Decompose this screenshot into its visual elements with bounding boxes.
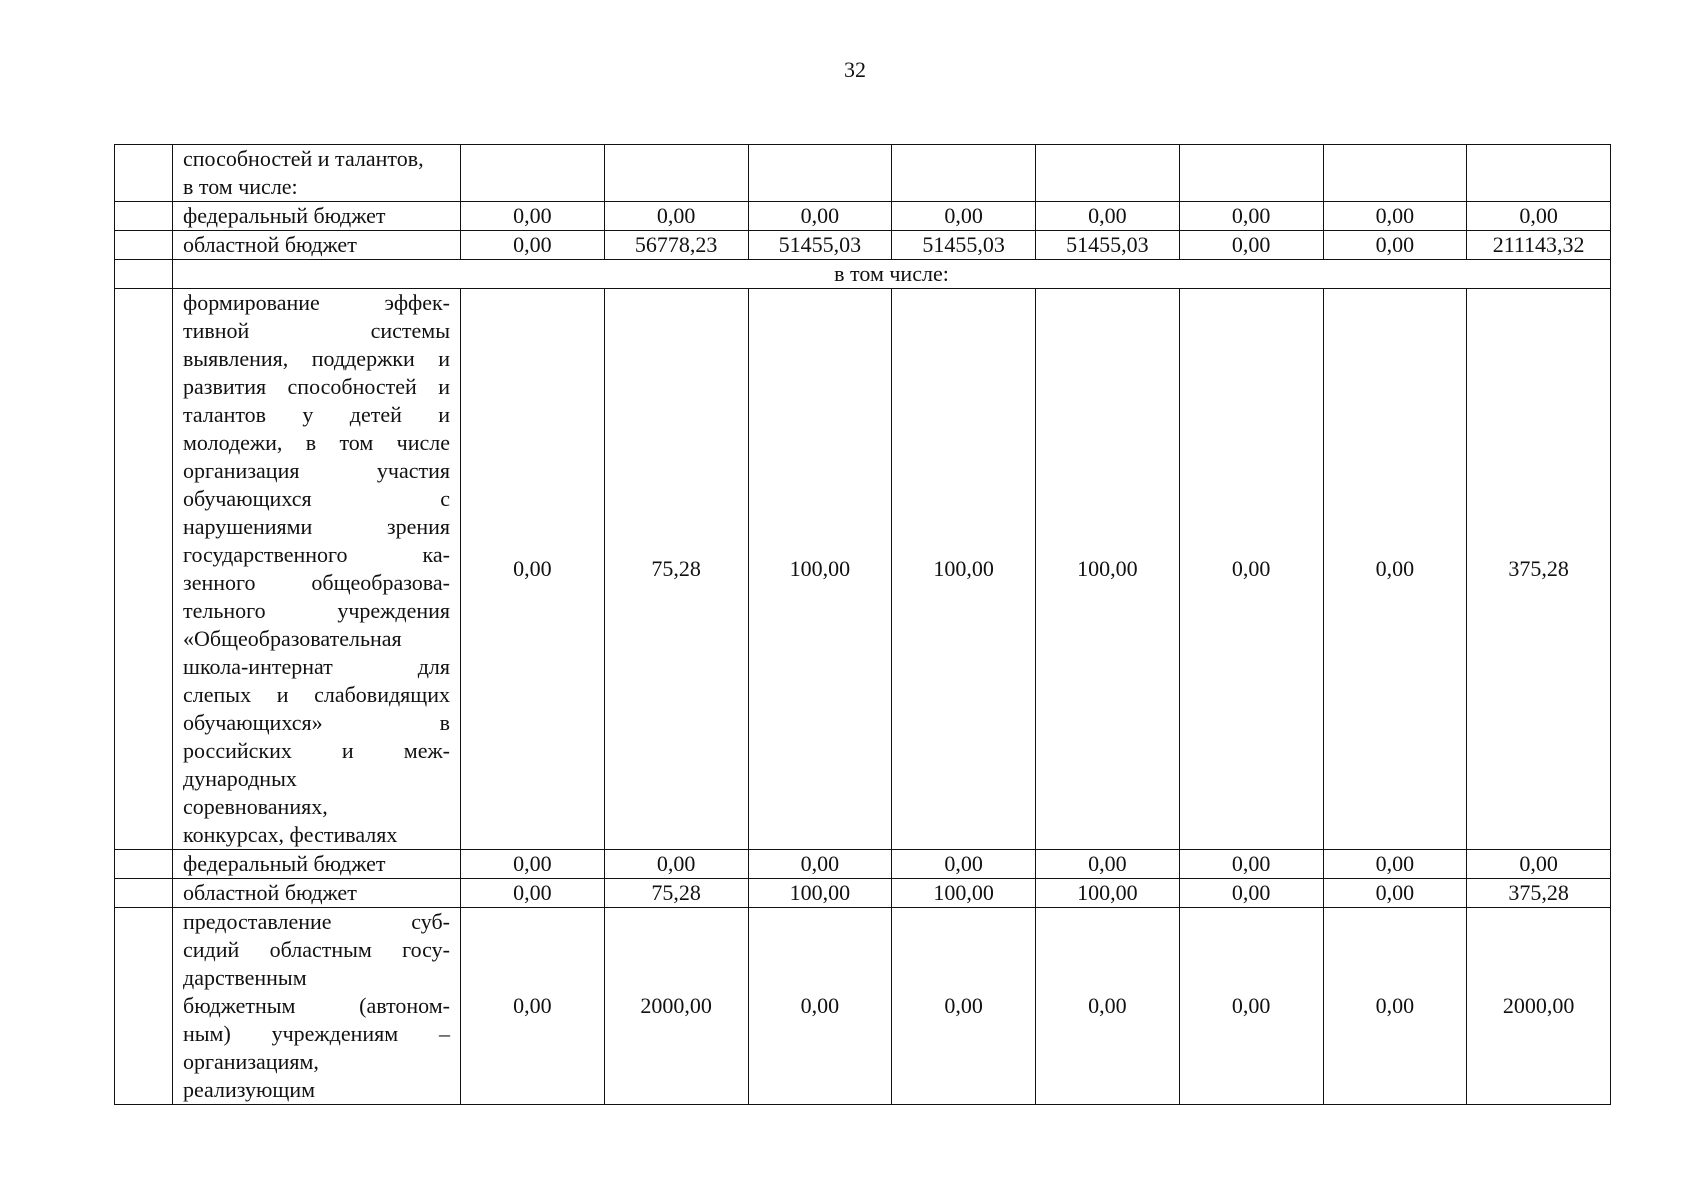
budget-table <box>114 144 1611 1105</box>
row-name-line: сидий областным госу- <box>183 937 450 962</box>
row-number-cell <box>115 908 173 1105</box>
value-cell: 0,00 <box>1036 850 1180 879</box>
table-row <box>115 202 1611 231</box>
value-cell: 0,00 <box>461 908 605 1105</box>
value-cell: 375,28 <box>1467 289 1611 850</box>
value-cell: 0,00 <box>1323 289 1467 850</box>
value-cell: 0,00 <box>461 879 605 908</box>
row-name-cell <box>173 289 461 850</box>
row-number-cell <box>115 879 173 908</box>
value-cell: 100,00 <box>748 879 892 908</box>
row-name-line: нарушениями зрения <box>183 514 450 539</box>
value-cell: 0,00 <box>1179 908 1323 1105</box>
value-cell: 100,00 <box>892 289 1036 850</box>
row-name-line: школа-интернат для <box>183 654 450 679</box>
row-name-cell: федеральный бюджет <box>173 850 461 879</box>
value-cell: 56778,23 <box>604 231 748 260</box>
value-cell: 100,00 <box>892 879 1036 908</box>
row-name-cell: федеральный бюджет <box>173 202 461 231</box>
row-name-line: дународных <box>183 766 297 791</box>
row-name-line: предоставление суб- <box>183 909 450 934</box>
row-name-line: ным) учреждениям – <box>183 1021 450 1046</box>
value-cell: 100,00 <box>1036 879 1180 908</box>
value-cell <box>604 145 748 202</box>
table-row <box>115 289 1611 850</box>
value-cell: 100,00 <box>748 289 892 850</box>
row-name-line: организация участия <box>183 458 450 483</box>
value-cell: 375,28 <box>1467 879 1611 908</box>
row-name-line: обучающихся с <box>183 486 450 511</box>
row-name-line: «Общеобразовательная <box>183 626 402 651</box>
table-subheader-row <box>115 260 1611 289</box>
value-cell: 0,00 <box>1036 202 1180 231</box>
value-cell: 0,00 <box>1179 231 1323 260</box>
row-number-cell <box>115 145 173 202</box>
value-cell: 0,00 <box>1323 879 1467 908</box>
row-name-cell <box>173 145 461 202</box>
row-name-line: государственного ка- <box>183 542 450 567</box>
row-name-line: зенного общеобразова- <box>183 570 450 595</box>
row-number-cell <box>115 260 173 289</box>
value-cell: 0,00 <box>1467 202 1611 231</box>
value-cell: 51455,03 <box>892 231 1036 260</box>
row-name-line: формирование эффек- <box>183 290 450 315</box>
page-number: 32 <box>844 57 866 82</box>
value-cell <box>461 145 605 202</box>
table-row <box>115 145 1611 202</box>
value-cell: 0,00 <box>461 289 605 850</box>
value-cell: 75,28 <box>604 289 748 850</box>
value-cell: 0,00 <box>748 850 892 879</box>
value-cell: 0,00 <box>1179 289 1323 850</box>
value-cell: 0,00 <box>1323 850 1467 879</box>
row-name-line: реализующим <box>183 1077 316 1102</box>
row-name-line: конкурсах, фестивалях <box>183 822 398 847</box>
value-cell: 100,00 <box>1036 289 1180 850</box>
value-cell: 0,00 <box>1179 879 1323 908</box>
value-cell: 0,00 <box>1179 850 1323 879</box>
row-name-cell: областной бюджет <box>173 879 461 908</box>
row-name-line: способностей и талантов, <box>183 146 424 171</box>
value-cell <box>892 145 1036 202</box>
row-name-line: российских и меж- <box>183 738 450 763</box>
value-cell <box>748 145 892 202</box>
value-cell: 0,00 <box>1036 908 1180 1105</box>
row-name-cell <box>173 908 461 1105</box>
row-name-line: талантов у детей и <box>183 402 450 427</box>
row-name-line: молодежи, в том числе <box>183 430 450 455</box>
value-cell: 0,00 <box>892 202 1036 231</box>
row-name-line: соревнованиях, <box>183 794 328 819</box>
row-number-cell <box>115 850 173 879</box>
row-name-line: дарственным <box>183 965 307 990</box>
value-cell: 0,00 <box>1323 908 1467 1105</box>
table-row <box>115 908 1611 1105</box>
value-cell: 0,00 <box>461 850 605 879</box>
value-cell: 0,00 <box>604 202 748 231</box>
value-cell <box>1036 145 1180 202</box>
value-cell: 0,00 <box>461 202 605 231</box>
row-number-cell <box>115 289 173 850</box>
value-cell: 75,28 <box>604 879 748 908</box>
value-cell: 0,00 <box>748 908 892 1105</box>
value-cell: 0,00 <box>1179 202 1323 231</box>
value-cell <box>1179 145 1323 202</box>
table-row <box>115 850 1611 879</box>
row-name-line: организациям, <box>183 1049 319 1074</box>
value-cell: 0,00 <box>604 850 748 879</box>
value-cell: 0,00 <box>892 908 1036 1105</box>
value-cell: 51455,03 <box>1036 231 1180 260</box>
subheader-cell: в том числе: <box>173 260 1611 289</box>
value-cell: 0,00 <box>1323 202 1467 231</box>
value-cell: 0,00 <box>892 850 1036 879</box>
table-row <box>115 231 1611 260</box>
row-name-line: тивной системы <box>183 318 450 343</box>
value-cell: 0,00 <box>748 202 892 231</box>
row-name-cell: областной бюджет <box>173 231 461 260</box>
row-number-cell <box>115 202 173 231</box>
value-cell <box>1323 145 1467 202</box>
row-number-cell <box>115 231 173 260</box>
value-cell: 0,00 <box>1467 850 1611 879</box>
value-cell: 2000,00 <box>1467 908 1611 1105</box>
row-name-line: бюджетным (автоном- <box>183 993 450 1018</box>
row-name-line: слепых и слабовидящих <box>183 682 450 707</box>
row-name-line: в том числе: <box>183 174 298 199</box>
row-name-line: тельного учреждения <box>183 598 450 623</box>
row-name-line: развития способностей и <box>183 374 450 399</box>
value-cell: 2000,00 <box>604 908 748 1105</box>
value-cell: 51455,03 <box>748 231 892 260</box>
value-cell <box>1467 145 1611 202</box>
row-name-line: выявления, поддержки и <box>183 346 450 371</box>
row-name-line: обучающихся» в <box>183 710 450 735</box>
value-cell: 211143,32 <box>1467 231 1611 260</box>
value-cell: 0,00 <box>461 231 605 260</box>
value-cell: 0,00 <box>1323 231 1467 260</box>
table-row <box>115 879 1611 908</box>
